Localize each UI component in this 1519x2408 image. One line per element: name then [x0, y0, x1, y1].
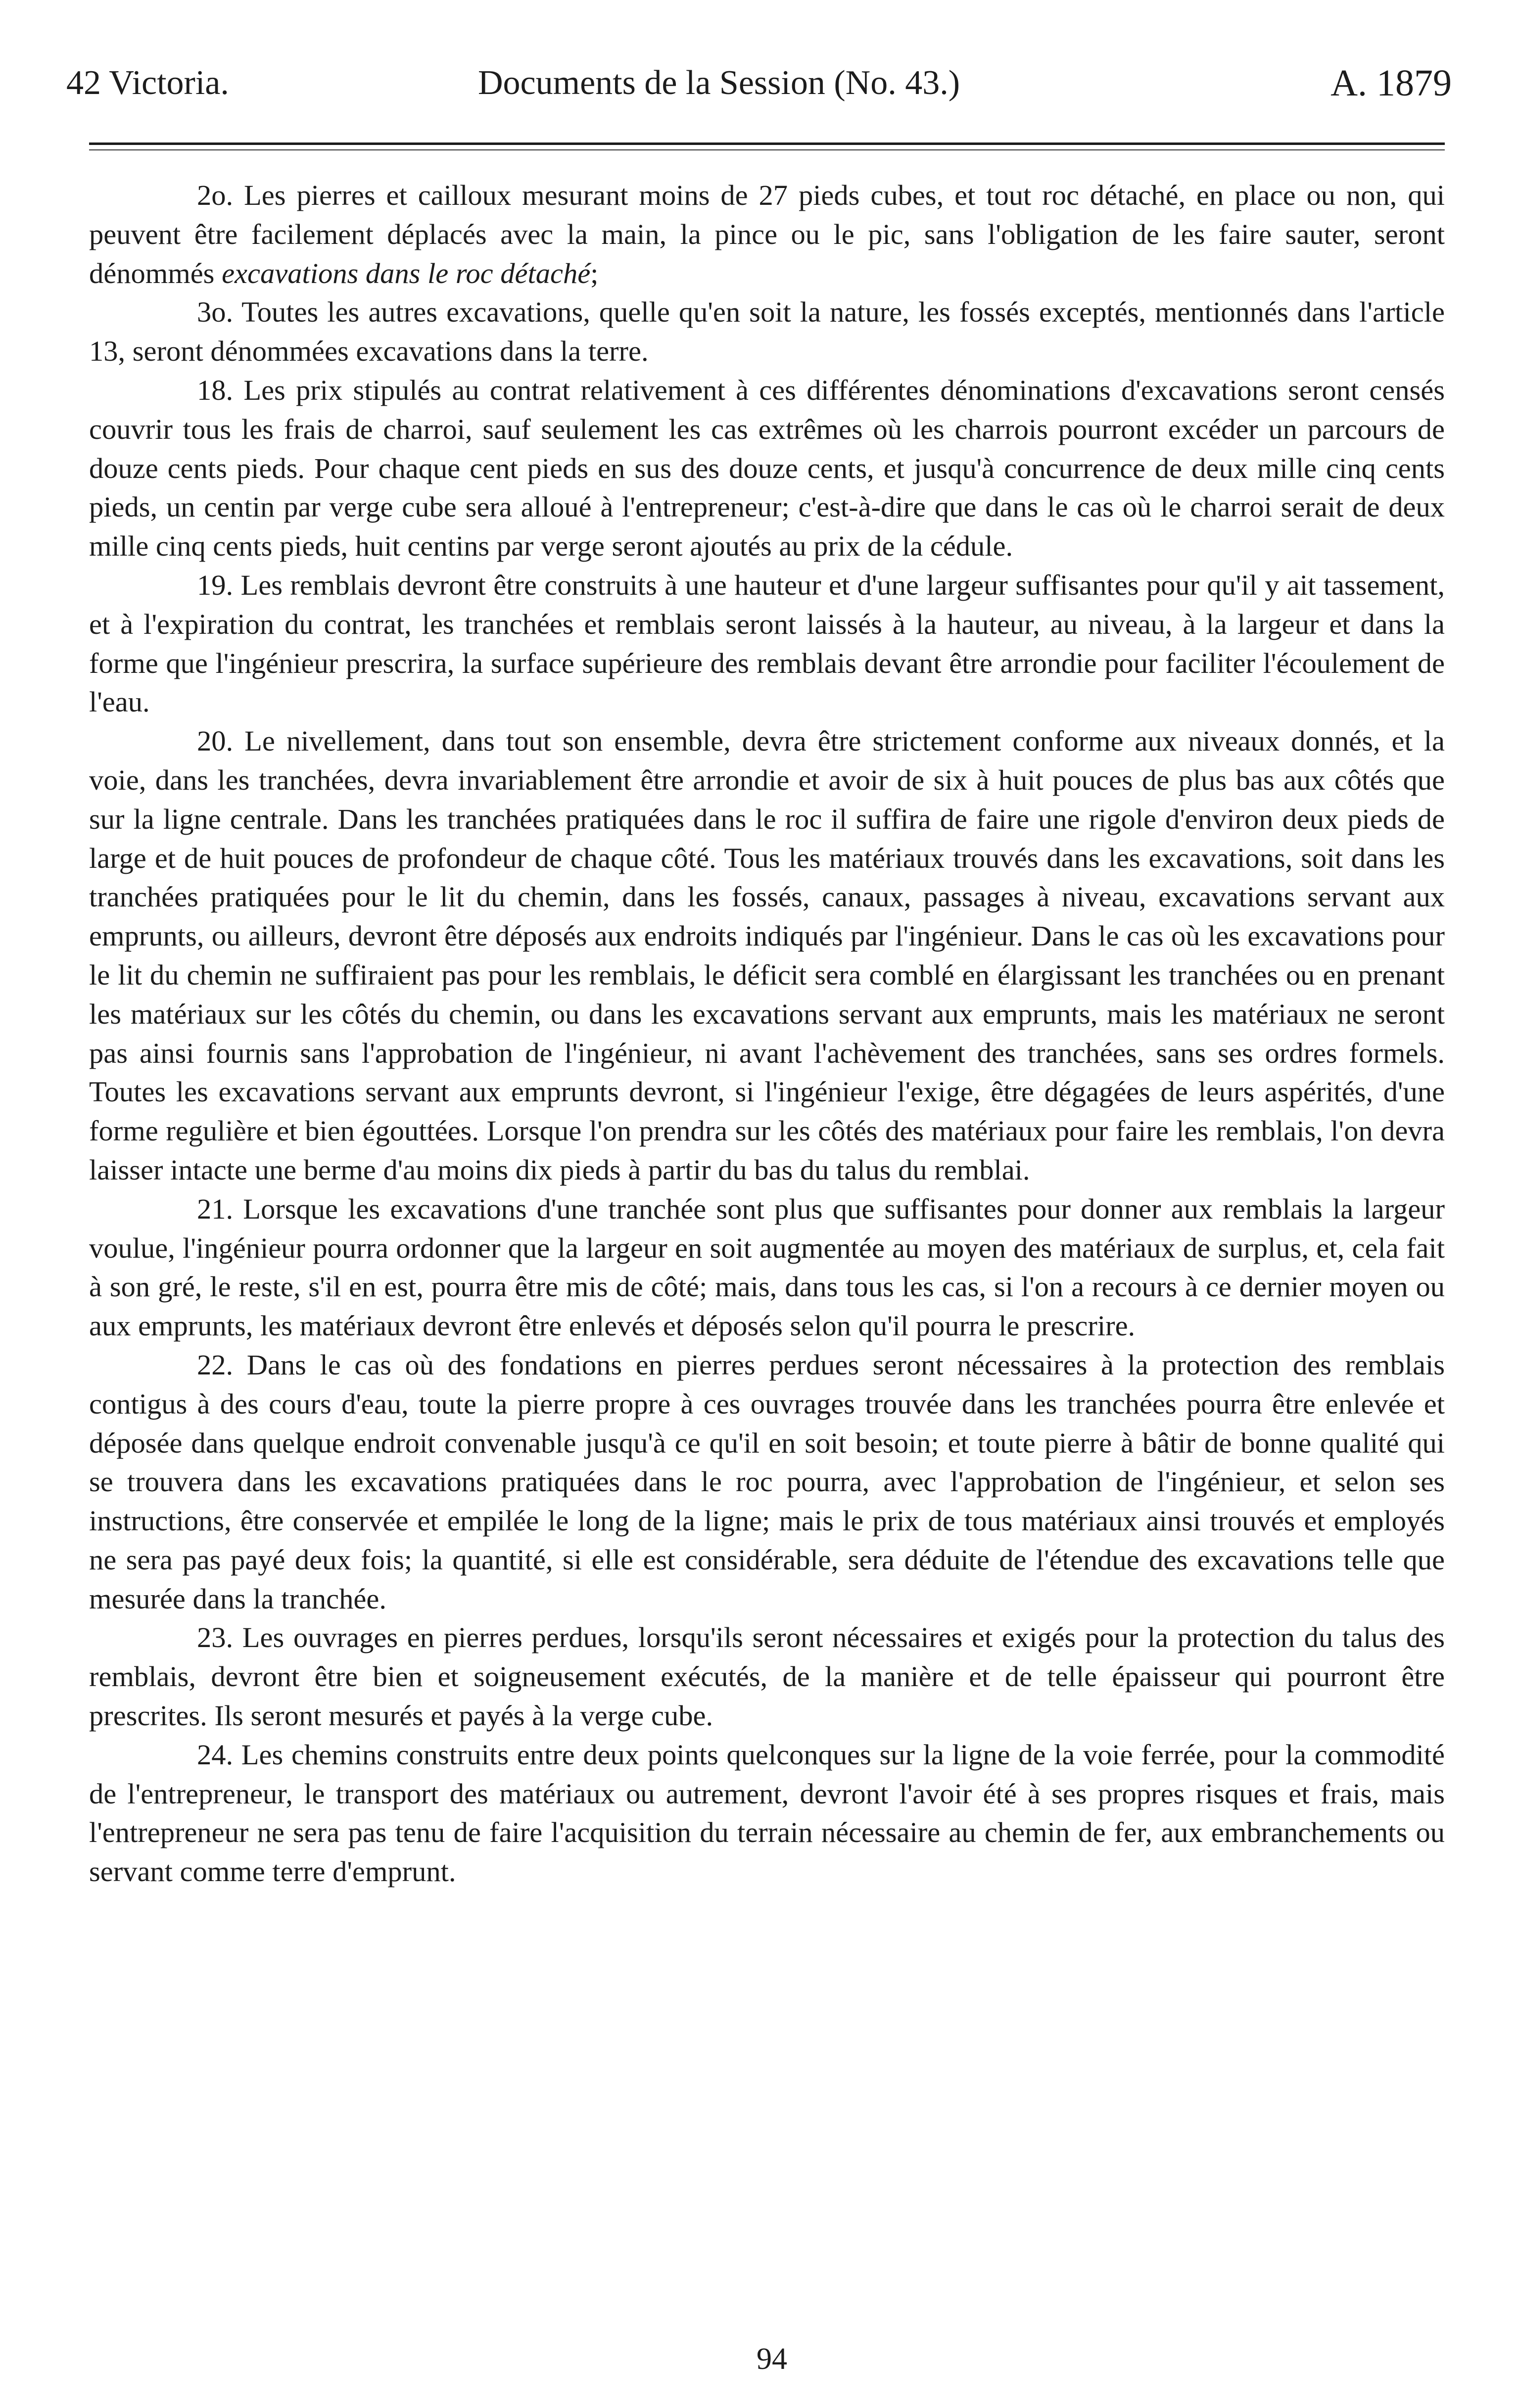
paragraph-3o: 3o. Toutes les autres excavations, quelle qu'en soit la nature, les fossés exceptés, mentionnés dans l'article 13, seront dénommées excavations dans la terre.	[89, 296, 1445, 368]
running-header	[66, 58, 1452, 108]
paragraph-2o-text: 2o. Les pierres et cailloux mesurant moins de 27 pieds cubes, et tout roc détaché, en place ou non, qui peuvent être facilement déplacés avec la main, la pince ou le pic, sans l'obligation de les faire sauter, seront dénommés	[89, 179, 1445, 289]
article-21: 21. Lorsque les excavations d'une tranchée sont plus que suffisantes pour donner aux remblais la largeur voulue, l'ingénieur pourra ordonner que la largeur en soit augmentée au moyen des matériaux de surplus, et, cela fait à son gré, le reste, s'il en est, pourra être mis de côté; mais, dans tous les cas, si l'on a recours à ce dernier moyen ou aux emprunts, les matériaux devront être enlevés et déposés selon qu'il pourra le prescrire.	[89, 1192, 1445, 1342]
article-23: 23. Les ouvrages en pierres perdues, lorsqu'ils seront nécessaires et exigés pour la protection du talus des remblais, devront être bien et soigneusement exécutés, de la manière et de telle épaisseur qui pourront être prescrites. Ils seront mesurés et payés à la verge cube.	[89, 1621, 1445, 1732]
document-body	[89, 176, 1445, 1891]
article-24: 24. Les chemins construits entre deux points quelconques sur la ligne de la voie ferrée, pour la commodité de l'entrepreneur, le transport des matériaux ou autrement, devront l'avoir été à ses propres risques et frais, mais l'entrepreneur ne sera pas tenu de faire l'acquisition du terrain nécessaire au chemin de fer, aux embranchements ou servant comme terre d'emprunt.	[89, 1738, 1445, 1888]
header-rule-thick	[89, 142, 1445, 145]
page-number: 94	[757, 2342, 787, 2376]
article-18: 18. Les prix stipulés au contrat relativement à ces différentes dénominations d'excavations seront censés couvrir tous les frais de charroi, sauf seulement les cas extrêmes où les charrois pourront excéder un parcours de douze cents pieds. Pour chaque cent pieds en sus des douze cents, et jusqu'à concurrence de deux mille cinq cents pieds, un centin par verge cube sera alloué à l'entrepreneur; c'est-à-dire que dans le cas où le charroi serait de deux mille cinq cents pieds, huit centins par verge seront ajoutés au prix de la cédule.	[89, 374, 1445, 563]
article-22: 22. Dans le cas où des fondations en pierres perdues seront nécessaires à la protection des remblais contigus à des cours d'eau, toute la pierre propre à ces ouvrages trouvée dans les tranchées pourra être enlevée et déposée dans quelque endroit convenable jusqu'à ce qu'il en soit besoin; et toute pierre à bâtir de bonne qualité qui se trouvera dans les excavations pratiquées dans le roc pourra, avec l'approbation de l'ingénieur, et selon ses instructions, être conservée et empilée le long de la ligne; mais le prix de tous matériaux ainsi trouvés et employés ne sera pas payé deux fois; la quantité, si elle est considérable, sera déduite de l'étendue des excavations telle que mesurée dans la tranchée.	[89, 1348, 1445, 1615]
paragraph-2o	[89, 176, 1445, 293]
article-19: 19. Les remblais devront être construits à une hauteur et d'une largeur suffisantes pour qu'il y ait tassement, et à l'expiration du contrat, les tranchées et remblais seront laissés à la hauteur, au niveau, à la largeur et dans la forme que l'ingénieur prescrira, la surface supérieure des remblais devant être arrondie pour faciliter l'écoulement de l'eau.	[89, 568, 1445, 718]
header-year: A. 1879	[1330, 62, 1452, 104]
header-session-year: 42 Victoria.	[66, 64, 229, 102]
header-document-title: Documents de la Session (No. 43.)	[478, 64, 960, 102]
paragraph-2o-italic-term: excavations dans le roc détaché	[222, 257, 591, 289]
article-20: 20. Le nivellement, dans tout son ensemble, devra être strictement conforme aux niveaux donnés, et la voie, dans les tranchées, devra invariablement être arrondie et avoir de six à huit pouces de plus bas aux côtés que sur la ligne centrale. Dans les tranchées pratiquées dans le roc il suffira de faire une rigole d'environ deux pieds de large et de huit pouces de profondeur de chaque côté. Tous les matériaux trouvés dans les excavations, soit dans les tranchées pratiquées pour le lit du chemin, dans les fossés, canaux, passages à niveau, excavations servant aux emprunts, ou ailleurs, devront être déposés aux endroits indiqués par l'ingénieur. Dans le cas où les excavations pour le lit du chemin ne suffiraient pas pour les remblais, le déficit sera comblé en élargissant les tranchées ou en prenant les matériaux sur les côtés du chemin, ou dans les excavations servant aux emprunts, mais les matériaux ne seront pas ainsi fournis sans l'approbation de l'ingénieur, ni avant l'achèvement des tranchées, sans ses ordres formels. Toutes les excavations servant aux emprunts devront, si l'ingénieur l'exige, être dégagées de leurs aspérités, d'une forme regulière et bien égouttées. Lorsque l'on prendra sur les côtés des matériaux pour faire les remblais, l'on devra laisser intacte une berme d'au moins dix pieds à partir du bas du talus du remblai.	[89, 725, 1445, 1186]
paragraph-2o-end: ;	[590, 257, 599, 289]
header-rule-thin	[89, 149, 1445, 150]
